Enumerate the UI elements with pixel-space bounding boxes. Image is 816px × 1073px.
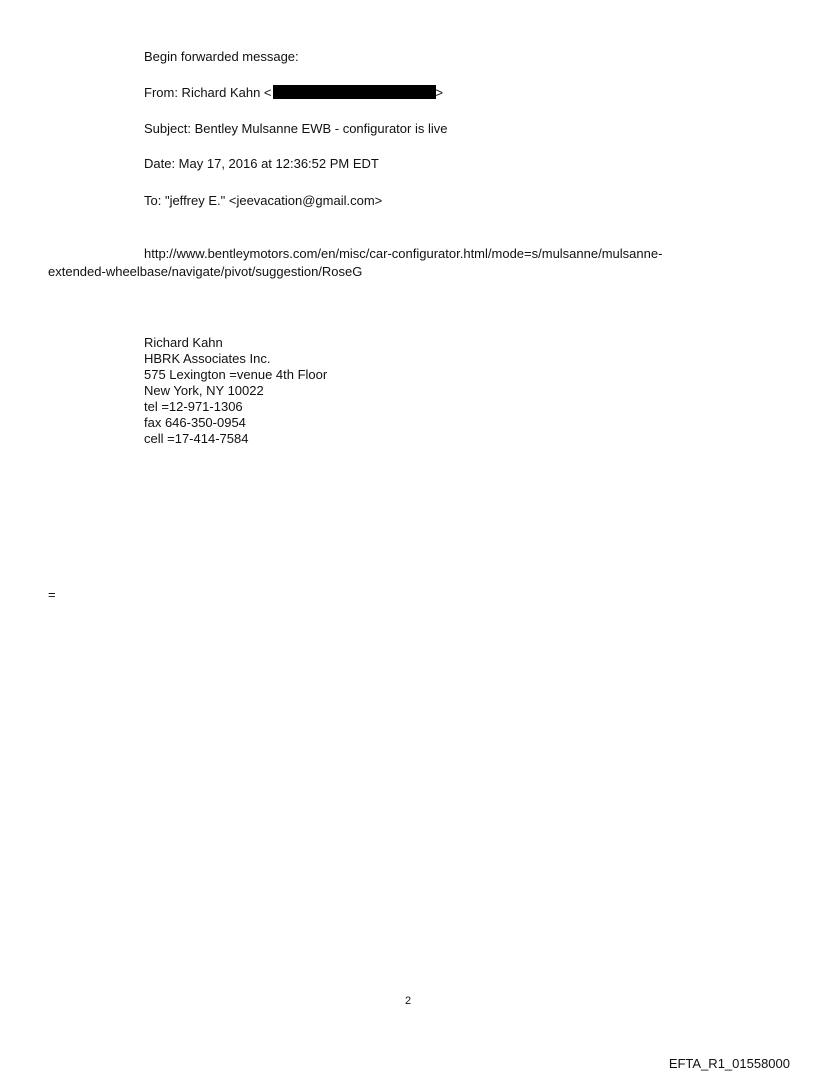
from-label: From: Richard Kahn < bbox=[144, 85, 272, 100]
signature-company: HBRK Associates Inc. bbox=[144, 351, 271, 366]
from-close: > bbox=[435, 85, 444, 100]
url-line-1[interactable]: http://www.bentleymotors.com/en/misc/car-configurator.html/mode=s/mulsanne/mulsanne- bbox=[144, 246, 663, 261]
document-id: EFTA_R1_01558000 bbox=[668, 1056, 790, 1071]
forward-intro: Begin forwarded message: bbox=[144, 49, 299, 64]
subject-line: Subject: Bentley Mulsanne EWB - configurator is live bbox=[144, 121, 448, 136]
to-line: To: "jeffrey E." <jeevacation@gmail.com> bbox=[144, 193, 383, 208]
page-number: 2 bbox=[404, 995, 412, 1007]
signature-cell: cell =17-414-7584 bbox=[144, 431, 249, 446]
redaction-block bbox=[273, 85, 436, 99]
signature-fax: fax 646-350-0954 bbox=[144, 415, 246, 430]
signature-tel: tel =12-971-1306 bbox=[144, 399, 243, 414]
signature-address: 575 Lexington =venue 4th Floor bbox=[144, 367, 328, 382]
date-line: Date: May 17, 2016 at 12:36:52 PM EDT bbox=[144, 156, 379, 171]
trailer-equals: = bbox=[48, 587, 56, 602]
url-line-2[interactable]: extended-wheelbase/navigate/pivot/suggestion/RoseG bbox=[48, 264, 363, 279]
signature-name: Richard Kahn bbox=[144, 335, 223, 350]
signature-city: New York, NY 10022 bbox=[144, 383, 264, 398]
from-line bbox=[144, 85, 443, 101]
signature-block bbox=[144, 335, 327, 447]
